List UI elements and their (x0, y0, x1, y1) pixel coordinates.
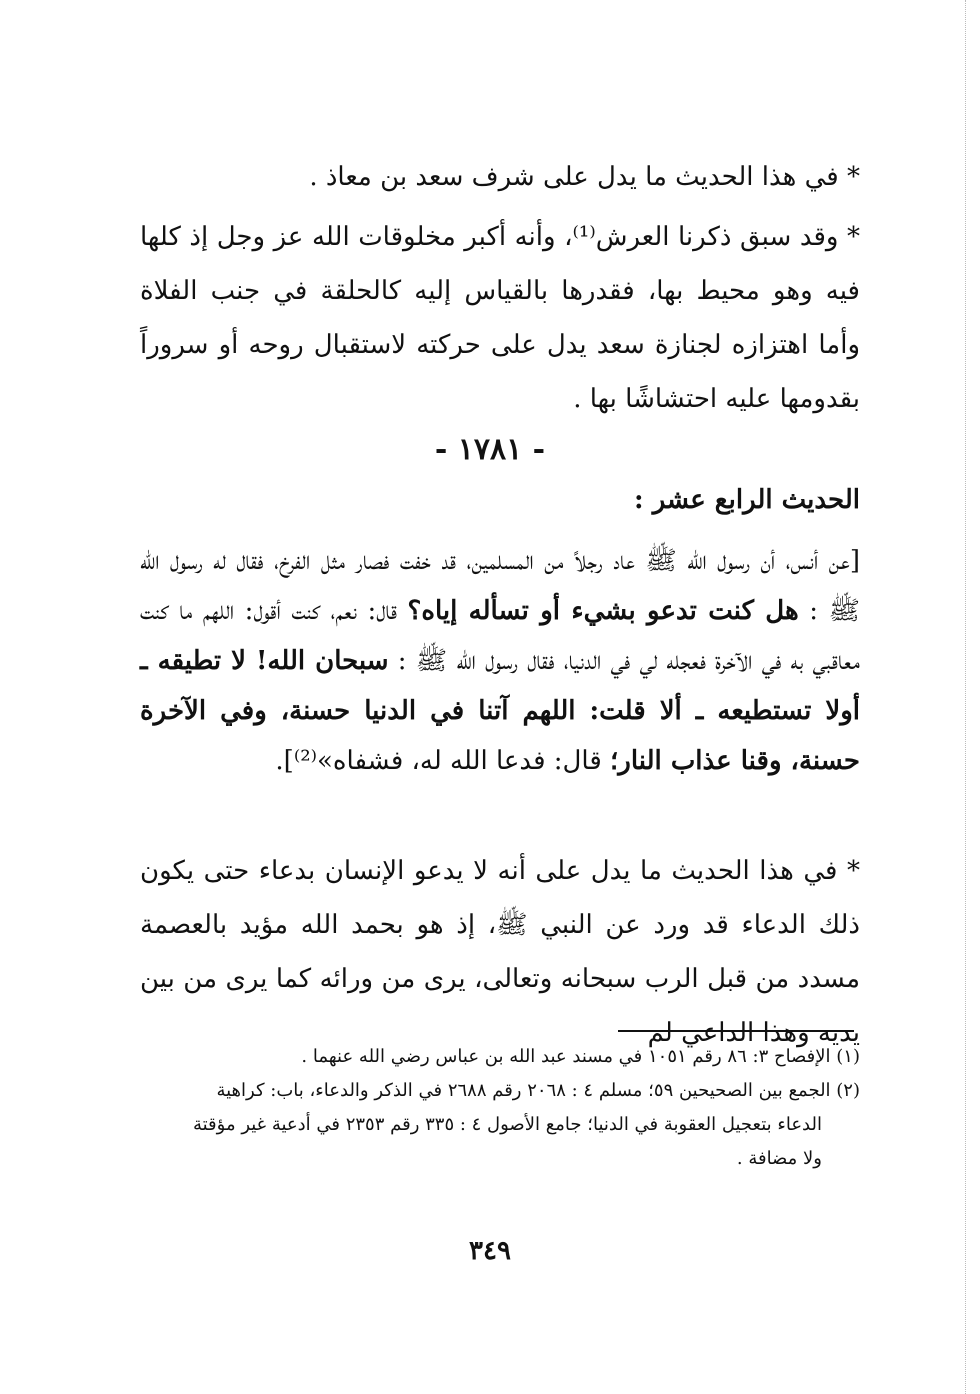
footnote-1: (١) الإفصاح ٣: ٨٦ رقم ١٠٥١ في مسند عبد الله بن عباس رضي الله عنهما . (301, 1046, 860, 1067)
hadith-number: - ١٧٨١ - (434, 432, 546, 467)
footnote-divider (618, 1030, 854, 1032)
hadith-text-part2: قال: نعم، كنت أقول: اللهم ما كنت معاقبي به في الآخرة فعجله لي في الدنيا، فقال رسول الله ﷺ : (140, 596, 860, 676)
paragraph-sharaf-saad: * في هذا الحديث ما يدل على شرف سعد بن معاذ . (309, 162, 860, 192)
top-paragraphs (140, 150, 860, 426)
footnote-2-line-1: (٢) الجمع بين الصحيحين ٥٩؛ مسلم ٤ : ٢٠٦٨ رقم ٢٦٨٨ في الذكر والدعاء، باب: كراهية (216, 1080, 860, 1101)
hadith-text-part3: قال: فدعا الله له، فشفاه»⁽²⁾]. (275, 746, 611, 776)
hadith-text-bold1: هل كنت تدعو بشيء أو تسأله إياه؟ (407, 596, 799, 626)
hadith-text-block (140, 536, 860, 786)
page-number: ٣٤٩ (469, 1236, 511, 1266)
section-subheading: الحديث الرابع عشر : (634, 485, 860, 515)
bottom-paragraph-block (140, 844, 860, 1060)
footnote-2-line-3: ولا مضافة . (736, 1148, 822, 1169)
paragraph-dua: * في هذا الحديث ما يدل على أنه لا يدعو الإنسان بدعاء حتى يكون ذلك الدعاء قد ورد عن النبي ﷺ، إذ هو بحمد الله مؤيد بالعصمة مسدد من قبل الرب سبحانه وتعالى، يرى من ورائه كما يرى من بين يديه وهذا الداعي لم (140, 856, 860, 1048)
paragraph-arsh: * وقد سبق ذكرنا العرش⁽¹⁾، وأنه أكبر مخلوقات الله عز وجل إذ كلها فيه وهو محيط بها، فقدرها بالقياس إليه كالحلقة في جنب الفلاة وأما اهتزازه لجنازة سعد يدل على حركته لاستقبال روحه أو سروراً بقدومها عليه احتشاشًا بها . (140, 222, 860, 414)
footnote-2-line-2: الدعاء بتعجيل العقوبة في الدنيا؛ جامع الأصول ٤ : ٣٣٥ رقم ٢٣٥٣ في أدعية غير مؤقتة (192, 1114, 822, 1135)
footnotes (140, 1040, 860, 1176)
scan-edge (965, 0, 980, 1394)
hadith-text-part1: [عن أنس، أن رسول الله ﷺ عاد رجلاً من المسلمين، قد خفت فصار مثل الفرخ، فقال له رسول الله ﷺ : (140, 546, 860, 626)
hadith-text (140, 536, 860, 786)
hadith-text-bold2: سبحان الله! لا تطيقه ـ أولا تستطيعه ـ ألا قلت: اللهم آتنا في الدنيا حسنة، وفي الآخرة حسنة، وقنا عذاب النار؛ (140, 646, 860, 776)
